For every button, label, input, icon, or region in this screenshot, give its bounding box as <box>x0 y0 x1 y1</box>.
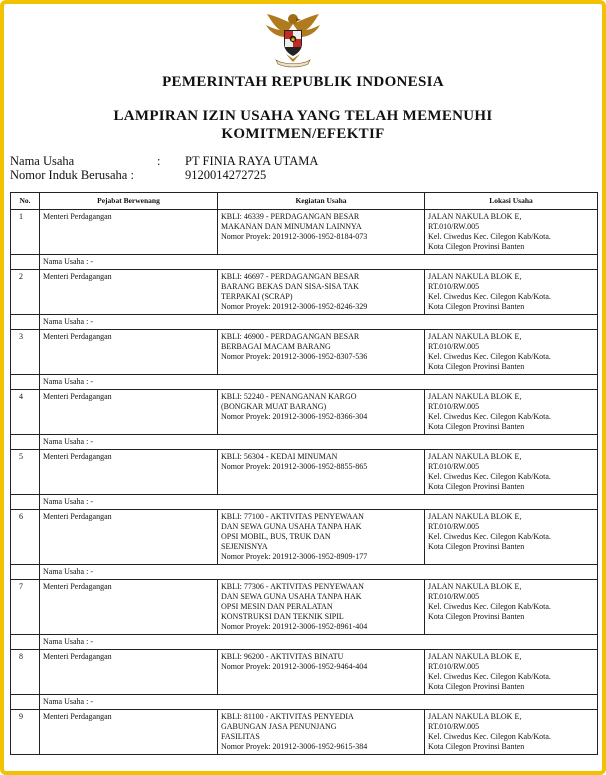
location-line: RT.010/RW.005 <box>428 462 480 471</box>
activity-line: (BONGKAR MUAT BARANG) <box>221 402 327 411</box>
table-header-row <box>11 193 598 210</box>
location-line: RT.010/RW.005 <box>428 402 480 411</box>
business-name-subrow <box>11 565 598 580</box>
activity-line: KBLI: 46900 - PERDAGANGAN BESAR <box>221 332 360 341</box>
location-line: JALAN NAKULA BLOK E, <box>428 272 522 281</box>
location-line: RT.010/RW.005 <box>428 222 480 231</box>
business-location-cell <box>425 650 598 695</box>
location-line: Kel. Ciwedus Kec. Cilegon Kab/Kota. <box>428 602 551 611</box>
table-row <box>11 580 598 635</box>
activity-line: KBLI: 52240 - PENANGANAN KARGO <box>221 392 357 401</box>
location-line: JALAN NAKULA BLOK E, <box>428 712 522 721</box>
location-line: RT.010/RW.005 <box>428 342 480 351</box>
location-line: JALAN NAKULA BLOK E, <box>428 582 522 591</box>
business-activity-cell <box>218 710 425 755</box>
activity-line: KONSTRUKSI DAN TEKNIK SIPIL <box>221 612 344 621</box>
business-location-cell <box>425 210 598 255</box>
activity-line: MAKANAN DAN MINUMAN LAINNYA <box>221 222 362 231</box>
activity-line: Nomor Proyek: 201912-3006-1952-8909-177 <box>221 552 368 561</box>
table-row <box>11 270 598 315</box>
row-number: 7 <box>11 580 40 635</box>
business-activity-cell <box>218 510 425 565</box>
business-name-subrow <box>11 435 598 450</box>
authority-cell: Menteri Perdagangan <box>40 330 218 375</box>
document-title <box>44 107 562 143</box>
activity-line: KBLI: 56304 - KEDAI MINUMAN <box>221 452 338 461</box>
business-name-value: PT FINIA RAYA UTAMA <box>185 154 319 168</box>
empty-cell <box>11 565 40 580</box>
garuda-emblem-icon <box>262 10 324 68</box>
business-location-cell <box>425 330 598 375</box>
activity-line: KBLI: 81100 - AKTIVITAS PENYEDIA <box>221 712 354 721</box>
business-activity-cell <box>218 580 425 635</box>
activity-line: TERPAKAI (SCRAP) <box>221 292 293 301</box>
location-line: Kota Cilegon Provinsi Banten <box>428 362 525 371</box>
column-header: Kegiatan Usaha <box>218 193 425 210</box>
business-activity-cell <box>218 210 425 255</box>
location-line: Kota Cilegon Provinsi Banten <box>428 612 525 621</box>
nib-row <box>10 168 318 182</box>
activity-line: Nomor Proyek: 201912-3006-1952-8184-073 <box>221 232 368 241</box>
empty-cell <box>11 635 40 650</box>
location-line: Kel. Ciwedus Kec. Cilegon Kab/Kota. <box>428 472 551 481</box>
activity-line: Nomor Proyek: 201912-3006-1952-8366-304 <box>221 412 368 421</box>
business-activity-cell <box>218 450 425 495</box>
location-line: Kel. Ciwedus Kec. Cilegon Kab/Kota. <box>428 412 551 421</box>
business-location-cell <box>425 390 598 435</box>
business-info <box>10 154 318 182</box>
business-name-cell: Nama Usaha : - <box>40 435 598 450</box>
business-name-cell: Nama Usaha : - <box>40 695 598 710</box>
activity-line: OPSI MOBIL, BUS, TRUK DAN <box>221 532 331 541</box>
row-number: 4 <box>11 390 40 435</box>
empty-cell <box>11 375 40 390</box>
location-line: Kota Cilegon Provinsi Banten <box>428 682 525 691</box>
location-line: Kel. Ciwedus Kec. Cilegon Kab/Kota. <box>428 232 551 241</box>
business-name-cell: Nama Usaha : - <box>40 375 598 390</box>
location-line: JALAN NAKULA BLOK E, <box>428 332 522 341</box>
location-line: RT.010/RW.005 <box>428 522 480 531</box>
business-name-label: Nama Usaha <box>10 154 75 168</box>
authority-cell: Menteri Perdagangan <box>40 270 218 315</box>
business-name-subrow <box>11 695 598 710</box>
location-line: JALAN NAKULA BLOK E, <box>428 452 522 461</box>
activity-line: DAN SEWA GUNA USAHA TANPA HAK <box>221 522 362 531</box>
activity-line: Nomor Proyek: 201912-3006-1952-8961-404 <box>221 622 368 631</box>
location-line: Kel. Ciwedus Kec. Cilegon Kab/Kota. <box>428 732 551 741</box>
business-location-cell <box>425 510 598 565</box>
business-activity-cell <box>218 650 425 695</box>
document-title-line: KOMITMEN/EFEKTIF <box>221 126 385 142</box>
table-row <box>11 710 598 755</box>
activity-line: Nomor Proyek: 201912-3006-1952-8855-865 <box>221 462 368 471</box>
location-line: Kota Cilegon Provinsi Banten <box>428 242 525 251</box>
activity-line: FASILITAS <box>221 732 260 741</box>
table-row <box>11 450 598 495</box>
activity-line: BERBAGAI MACAM BARANG <box>221 342 331 351</box>
activity-line: DAN SEWA GUNA USAHA TANPA HAK <box>221 592 362 601</box>
row-number: 5 <box>11 450 40 495</box>
authority-cell: Menteri Perdagangan <box>40 450 218 495</box>
location-line: Kel. Ciwedus Kec. Cilegon Kab/Kota. <box>428 292 551 301</box>
government-title: PEMERINTAH REPUBLIK INDONESIA <box>162 74 444 90</box>
row-number: 8 <box>11 650 40 695</box>
authority-cell: Menteri Perdagangan <box>40 510 218 565</box>
location-line: JALAN NAKULA BLOK E, <box>428 212 522 221</box>
colon: : <box>157 154 161 168</box>
business-name-cell: Nama Usaha : - <box>40 635 598 650</box>
column-header: No. <box>11 193 40 210</box>
empty-cell <box>11 315 40 330</box>
business-name-subrow <box>11 495 598 510</box>
table-row <box>11 210 598 255</box>
activity-line: GABUNGAN JASA PENUNJANG <box>221 722 337 731</box>
location-line: RT.010/RW.005 <box>428 662 480 671</box>
location-line: Kel. Ciwedus Kec. Cilegon Kab/Kota. <box>428 352 551 361</box>
activity-line: KBLI: 96200 - AKTIVITAS BINATU <box>221 652 344 661</box>
table-row <box>11 650 598 695</box>
business-location-cell <box>425 580 598 635</box>
business-activity-cell <box>218 390 425 435</box>
activity-line: KBLI: 46339 - PERDAGANGAN BESAR <box>221 212 360 221</box>
business-name-cell: Nama Usaha : - <box>40 495 598 510</box>
activity-line: Nomor Proyek: 201912-3006-1952-8307-536 <box>221 352 368 361</box>
business-location-cell <box>425 710 598 755</box>
table-row <box>11 390 598 435</box>
activity-line: SEJENISNYA <box>221 542 268 551</box>
empty-cell <box>11 495 40 510</box>
business-activity-cell <box>218 330 425 375</box>
location-line: RT.010/RW.005 <box>428 592 480 601</box>
location-line: RT.010/RW.005 <box>428 722 480 731</box>
row-number: 1 <box>11 210 40 255</box>
location-line: JALAN NAKULA BLOK E, <box>428 392 522 401</box>
authority-cell: Menteri Perdagangan <box>40 650 218 695</box>
table-row <box>11 330 598 375</box>
document-title-line: LAMPIRAN IZIN USAHA YANG TELAH MEMENUHI <box>113 108 493 124</box>
location-line: Kel. Ciwedus Kec. Cilegon Kab/Kota. <box>428 532 551 541</box>
business-name-subrow <box>11 255 598 270</box>
business-location-cell <box>425 450 598 495</box>
business-name-cell: Nama Usaha : - <box>40 255 598 270</box>
table-row <box>11 510 598 565</box>
business-name-row <box>10 154 318 168</box>
activity-line: KBLI: 46697 - PERDAGANGAN BESAR <box>221 272 360 281</box>
location-line: Kota Cilegon Provinsi Banten <box>428 742 525 751</box>
row-number: 2 <box>11 270 40 315</box>
location-line: Kota Cilegon Provinsi Banten <box>428 422 525 431</box>
activity-line: Nomor Proyek: 201912-3006-1952-9615-384 <box>221 742 368 751</box>
business-activity-cell <box>218 270 425 315</box>
business-name-subrow <box>11 315 598 330</box>
row-number: 6 <box>11 510 40 565</box>
row-number: 9 <box>11 710 40 755</box>
business-name-cell: Nama Usaha : - <box>40 315 598 330</box>
empty-cell <box>11 695 40 710</box>
empty-cell <box>11 255 40 270</box>
authority-cell: Menteri Perdagangan <box>40 210 218 255</box>
business-license-table <box>10 192 598 755</box>
location-line: JALAN NAKULA BLOK E, <box>428 652 522 661</box>
column-header: Pejabat Berwenang <box>40 193 218 210</box>
activity-line: Nomor Proyek: 201912-3006-1952-8246-329 <box>221 302 368 311</box>
nib-label: Nomor Induk Berusaha : <box>10 168 134 182</box>
business-name-subrow <box>11 375 598 390</box>
table-body <box>11 210 598 755</box>
activity-line: BARANG BEKAS DAN SISA-SISA TAK <box>221 282 359 291</box>
business-name-subrow <box>11 635 598 650</box>
business-name-cell: Nama Usaha : - <box>40 565 598 580</box>
location-line: Kota Cilegon Provinsi Banten <box>428 542 525 551</box>
empty-cell <box>11 435 40 450</box>
row-number: 3 <box>11 330 40 375</box>
nib-value: 9120014272725 <box>185 168 267 182</box>
location-line: Kota Cilegon Provinsi Banten <box>428 302 525 311</box>
location-line: RT.010/RW.005 <box>428 282 480 291</box>
authority-cell: Menteri Perdagangan <box>40 580 218 635</box>
business-location-cell <box>425 270 598 315</box>
location-line: Kel. Ciwedus Kec. Cilegon Kab/Kota. <box>428 672 551 681</box>
activity-line: KBLI: 77100 - AKTIVITAS PENYEWAAN <box>221 512 364 521</box>
location-line: JALAN NAKULA BLOK E, <box>428 512 522 521</box>
location-line: Kota Cilegon Provinsi Banten <box>428 482 525 491</box>
authority-cell: Menteri Perdagangan <box>40 710 218 755</box>
activity-line: OPSI MESIN DAN PERALATAN <box>221 602 333 611</box>
activity-line: KBLI: 77306 - AKTIVITAS PENYEWAAN <box>221 582 364 591</box>
activity-line: Nomor Proyek: 201912-3006-1952-9464-404 <box>221 662 368 671</box>
authority-cell: Menteri Perdagangan <box>40 390 218 435</box>
column-header: Lokasi Usaha <box>425 193 598 210</box>
